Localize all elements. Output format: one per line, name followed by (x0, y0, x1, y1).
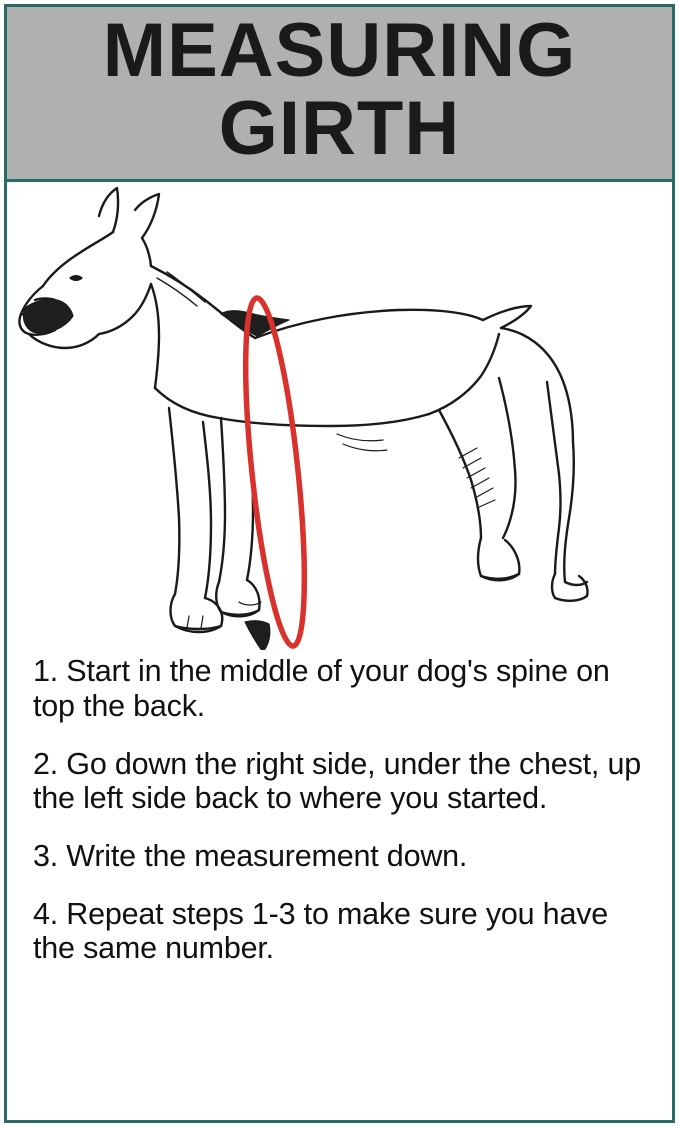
girth-loop-overlay (234, 296, 316, 649)
instruction-step-4: 4. Repeat steps 1-3 to make sure you have the same number. (33, 897, 609, 966)
poster-title-line-1: MEASURING (102, 8, 577, 93)
instruction-list (7, 650, 672, 1120)
measuring-girth-poster (4, 4, 675, 1123)
poster-title-band (7, 7, 672, 182)
instruction-step-1: 1. Start in the middle of your dog's spine on top the back. (33, 654, 610, 723)
dog-illustration-svg (7, 182, 672, 650)
dog-illustration (7, 182, 672, 650)
instruction-step-3: 3. Write the measurement down. (33, 839, 468, 873)
instruction-step-2: 2. Go down the right side, under the chest, up the left side back to where you started. (33, 746, 641, 815)
poster-title-line-2: GIRTH (218, 86, 461, 172)
